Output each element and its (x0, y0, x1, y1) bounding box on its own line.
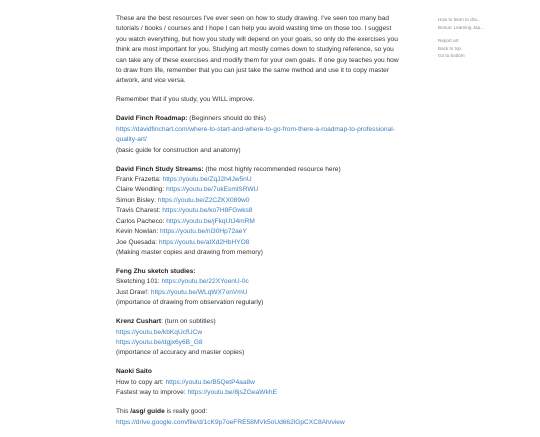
intro-line: to draw from life, remember that you can just take the same method and use it to copy master (116, 67, 390, 75)
section-finch-streams (116, 165, 421, 259)
video-link[interactable]: https://youtu.be/22XYoenU-0c (161, 278, 249, 286)
section-note: (Beginners should do this) (187, 115, 266, 123)
finch-roadmap-link[interactable]: https://davidfinchart.com/where-to-start-and-where-to-go-from-there-a-roadmap-to-professional- (116, 125, 395, 133)
list-item: Frank Frazetta: https://youtu.be/ZqJ2h4Jw5nU (116, 176, 252, 184)
asg-guide-link[interactable]: https://drive.google.com/file/d/1cK9p7oeFRE58MVk5oUd662lGpCXC8Ah/view (116, 418, 345, 426)
section-asg: This /asg/ guide is really good: https://drive.google.com/file/d/1cK9p7oeFRE58MVk5oUd662lGpCXC8Ah/view (116, 407, 421, 428)
video-link[interactable]: https://youtu.be/ni30Hp72aeY (159, 228, 247, 236)
video-link[interactable]: https://youtu.be/dgjx6y6B_G8 (116, 338, 203, 346)
section-title: Naoki Saito (116, 368, 152, 376)
video-link[interactable]: https://youtu.be/WLqWX7onVmU (150, 288, 248, 296)
section-note: : (turn on subtitles) (161, 318, 216, 326)
list-item: Sketching 101: https://youtu.be/22XYoenU-0c (116, 278, 249, 286)
back-to-top-link[interactable]: Back to top (438, 45, 461, 51)
list-item: Simon Bisley: https://youtu.be/Z2CZKX089w0 (116, 196, 250, 204)
reminder-text: Remember that if you study, you WILL improve. (116, 96, 255, 104)
section-title: David Finch Study Streams: (116, 165, 204, 173)
section-title: Krenz Cushart (116, 318, 162, 326)
video-link[interactable]: https://youtu.be/8jsZGeaWkhE (187, 389, 277, 397)
video-link[interactable]: https://youtu.be/jFkqUtJ4mRM (166, 217, 255, 225)
finch-roadmap-link-cont[interactable]: quality-art/ (116, 136, 147, 144)
article-body (116, 14, 421, 437)
list-item: Joe Quesada: https://youtu.be/atXd2HbHYO8 (116, 238, 250, 246)
section-desc: (basic guide for construction and anatomy) (116, 146, 241, 154)
list-item: Just Draw!: https://youtu.be/WLqWX7onVmU (116, 288, 248, 296)
intro-paragraph (116, 14, 421, 87)
list-item: Kevin Nowlan: https://youtu.be/ni30Hp72aeY (116, 228, 247, 236)
section-title: /asg/ guide (130, 408, 165, 416)
intro-line: can take any of these exercises and modify them for your own goals. If one guy teaches you how (116, 56, 399, 64)
go-to-bottom-link[interactable]: Go to bottom (438, 53, 465, 59)
toc-item[interactable]: How to learn to dra... (438, 17, 481, 22)
section-feng-zhu (116, 267, 421, 309)
video-link[interactable]: https://youtu.be/kbKqUcfUCw (116, 328, 203, 336)
intro-line: artwork, and vice versa. (116, 77, 186, 85)
section-krenz (116, 317, 421, 359)
section-desc: (Making master copies and drawing from memory) (116, 248, 263, 256)
list-item: How to copy art: https://youtu.be/B5QetP4aa8w (116, 378, 255, 386)
list-item: Claire Wendling: https://youtu.be/7ukEsmlSRWU (116, 186, 259, 194)
section-desc: (importance of accuracy and master copies) (116, 349, 245, 357)
sidebar (438, 16, 538, 60)
list-item: Fastest way to improve: https://youtu.be/8jsZGeaWkhE (116, 389, 277, 397)
video-link[interactable]: https://youtu.be/7ukEsmlSRWU (166, 186, 259, 194)
toc-item[interactable]: Bonus: Learning Jap... (438, 24, 484, 30)
section-finch-roadmap (116, 114, 421, 156)
video-link[interactable]: https://youtu.be/B5QetP4aa8w (165, 378, 255, 386)
video-link[interactable]: https://youtu.be/atXd2HbHYO8 (158, 238, 250, 246)
section-title: Feng Zhu sketch studies: (116, 267, 196, 275)
intro-line: you watch everything, but how you study will depend on your goals, so only do the exercises you (116, 35, 398, 43)
intro-line: These are the best resources I've ever seen on how to study drawing. I've seen too many bad (116, 15, 390, 22)
video-link[interactable]: https://youtu.be/Z2CZKX089w0 (157, 196, 250, 204)
section-naoki (116, 367, 421, 398)
section-title: David Finch Roadmap: (116, 115, 188, 123)
section-desc: (importance of drawing from observation regularly) (116, 299, 264, 307)
section-note: (the most highly recommended resource here) (203, 165, 341, 173)
report-art-link[interactable]: Report art (438, 38, 459, 44)
intro-line: think are most important for you. Studying art mostly comes down to studying reference, so you (116, 46, 394, 54)
intro-line: tutorials / books / courses and I hope I can help you avoid wasting time on those too. I suggest (116, 25, 392, 33)
video-link[interactable]: https://youtu.be/ZqJ2h4Jw5nU (162, 176, 252, 184)
list-item: Carlos Pacheco: https://youtu.be/jFkqUtJ4mRM (116, 217, 255, 225)
list-item: Travis Charest: https://youtu.be/ko7H8FGwks8 (116, 207, 253, 215)
video-link[interactable]: https://youtu.be/ko7H8FGwks8 (162, 207, 253, 215)
